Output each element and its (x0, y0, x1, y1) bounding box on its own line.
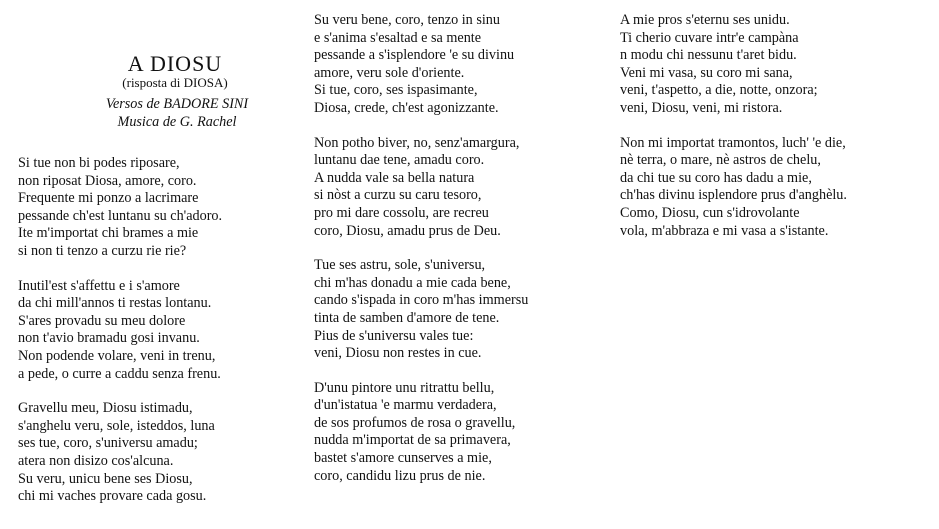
verse-line: veni, t'aspetto, a die, notte, onzora; (620, 82, 818, 99)
poem-column-1 (18, 155, 298, 523)
verse-line: veni, Diosu non restes in cue. (314, 345, 482, 362)
verse-line: Pius de s'universu vales tue: (314, 327, 474, 344)
verse-line: non t'avio bramadu gosi invanu. (18, 330, 200, 347)
verse-line: Inutil'est s'affettu e i s'amore (18, 277, 180, 294)
verse-line: a pede, o curre a caddu senza frenu. (18, 365, 221, 382)
verse-line: Ti cherio cuvare intr'e campàna (620, 29, 799, 46)
verse-line: s'anghelu veru, sole, isteddos, luna (18, 417, 215, 434)
verse-line: Tue ses astru, sole, s'universu, (314, 257, 486, 274)
verse-line: Gravellu meu, Diosu istimadu, (18, 400, 193, 417)
verse-line: vola, m'abbraza e mi vasa a s'istante. (620, 222, 829, 239)
stanza (18, 278, 298, 384)
verse-line: e s'anima s'esaltad e sa mente (314, 29, 482, 46)
verse-line: amore, veru sole d'oriente. (314, 64, 465, 81)
verse-line: A mie pros s'eternu ses unidu. (620, 12, 790, 28)
poem-title: A DIOSU (127, 51, 223, 76)
stanza (314, 135, 604, 241)
verse-line: cando s'ispada in coro m'has immersu (314, 292, 529, 309)
verse-line: de sos profumos de rosa o gravellu, (314, 414, 516, 431)
verse-line: d'un'istatua 'e marmu verdadera, (314, 397, 497, 414)
verse-line: Si tue, coro, ses ispasimante, (314, 82, 478, 99)
verse-line: tinta de samben d'amore de tene. (314, 309, 500, 326)
verse-line: ch'has divinu isplendore prus d'anghèlu. (620, 187, 847, 204)
verse-line: pessande a s'isplendore 'e su divinu (314, 47, 515, 64)
verse-line: Su veru, unicu bene ses Diosu, (18, 470, 193, 487)
verse-line: coro, Diosu, amadu prus de Deu. (314, 222, 501, 239)
verse-line: atera non disizo cos'alcuna. (18, 452, 174, 469)
verse-line: chi m'has donadu a mie cada bene, (314, 274, 511, 291)
verse-line: da chi mill'annos ti restas lontanu. (18, 295, 212, 312)
stanza (314, 12, 604, 118)
verse-line: Non podende volare, veni in trenu, (18, 347, 216, 364)
verse-line: da chi tue su coro has dadu a mie, (620, 169, 812, 186)
verse-line: veni, Diosu, veni, mi ristora. (620, 99, 783, 116)
verse-line: nudda m'importat de sa primavera, (314, 432, 511, 449)
stanza (620, 135, 920, 241)
stanza (314, 380, 604, 486)
verse-line: si non ti tenzo a curzu rie rie? (18, 242, 187, 259)
verse-line: bastet s'amore cunserves a mie, (314, 450, 492, 467)
verse-line: coro, candidu lizu prus de nie. (314, 467, 486, 484)
verse-line: si nòst a curzu su caru tesoro, (314, 187, 482, 204)
verse-line: n modu chi nessunu t'aret bidu. (620, 47, 797, 64)
stanza (18, 155, 298, 261)
verse-line: Non potho biver, no, senz'amargura, (314, 134, 520, 151)
stanza (18, 400, 298, 506)
verse-line: D'unu pintore unu ritrattu bellu, (314, 379, 495, 396)
verse-line: Non mi importat tramontos, luch' 'e die, (620, 134, 846, 151)
verse-line: nè terra, o mare, nè astros de chelu, (620, 152, 821, 169)
poem-credits (82, 96, 272, 131)
verse-line: Ite m'importat chi brames a mie (18, 225, 199, 242)
verse-line: luntanu dae tene, amadu coro. (314, 152, 485, 169)
stanza (620, 12, 920, 118)
poem-subtitle: (risposta di DIOSA) (122, 75, 228, 90)
verse-line: chi mi vaches provare cada gosu. (18, 488, 207, 505)
verse-line: S'ares provadu su meu dolore (18, 312, 186, 329)
verse-line: A nudda vale sa bella natura (314, 169, 475, 186)
credit-music: Musica de G. Rachel (117, 113, 237, 130)
verse-line: Como, Diosu, cun s'idrovolante (620, 204, 800, 221)
verse-line: Frequente mi ponzo a lacrimare (18, 190, 199, 207)
verse-line: pessande ch'est luntanu su ch'adoro. (18, 207, 223, 224)
stanza (314, 257, 604, 363)
verse-line: Si tue non bi podes riposare, (18, 155, 180, 171)
verse-line: pro mi dare cossolu, are recreu (314, 204, 489, 221)
verse-line: Veni mi vasa, su coro mi sana, (620, 64, 793, 81)
verse-line: non riposat Diosa, amore, coro. (18, 172, 197, 189)
verse-line: Diosa, crede, ch'est agonizzante. (314, 99, 499, 116)
poem-column-3 (620, 12, 920, 257)
verse-line: Su veru bene, coro, tenzo in sinu (314, 12, 500, 28)
poem-column-2 (314, 12, 604, 502)
verse-line: ses tue, coro, s'universu amadu; (18, 435, 198, 452)
credit-lyrics: Versos de BADORE SINI (105, 96, 249, 112)
poem-header (70, 52, 280, 90)
